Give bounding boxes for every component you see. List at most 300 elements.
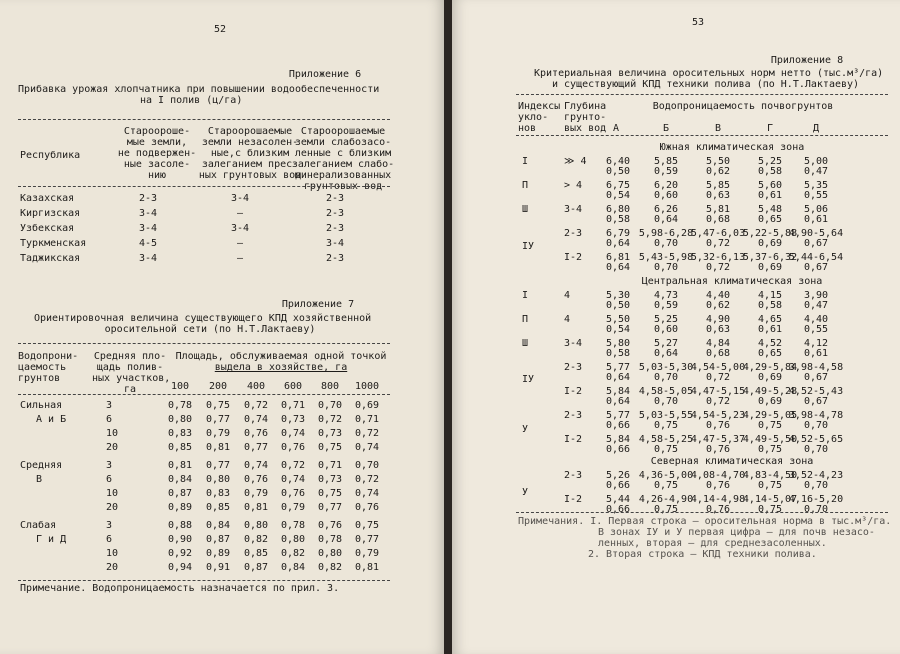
table-rule [516,512,888,513]
table-cell: 4-5 [138,238,158,249]
efficiency-value: 0,64 [653,214,679,225]
table-cell: 0,77 [205,414,231,425]
groundwater-depth: 3-4 [564,204,583,215]
irrigation-norm: 4,29-5,84 [742,362,798,373]
irrigation-norm: 6,40 [606,156,631,167]
irrigation-norm: 4,26-4,90 [638,494,694,505]
table-cell: 0,79 [354,548,380,559]
appendix-title: оросительной сети (по Н.Т.Лактаеву) [104,324,316,335]
groundwater-depth: 3-4 [564,338,583,349]
slope-index: У [522,487,529,498]
table-cell: 0,74 [354,442,380,453]
column-header: А [612,123,620,134]
table-cell: 0,77 [205,460,231,471]
table-cell: 0,71 [354,414,380,425]
irrigation-norm: 4,65 [757,314,783,325]
plot-size: 6 [106,534,113,545]
table-cell: 0,85 [205,502,231,513]
efficiency-value: 0,61 [757,324,783,335]
table-cell: – [236,208,244,219]
plot-size: 20 [106,442,119,453]
column-header: Б [662,123,670,134]
column-header: нию [147,170,167,181]
irrigation-norm: 5,85 [705,180,731,191]
table-cell: 0,82 [317,562,343,573]
appendix-title: Прибавка урожая хлопчатника при повышении водообеспеченности [18,84,380,95]
slope-index: Ш [522,338,529,349]
column-header: минерализованных [294,170,392,181]
table-cell: 2-3 [325,208,345,219]
irrigation-norm: 5,35 [803,180,829,191]
irrigation-norm: 5,77 [606,410,631,421]
slope-index: IУ [522,241,535,252]
groundwater-depth: 2-3 [564,410,583,421]
column-header: Средняя пло- [93,351,167,362]
table-cell: 0,75 [317,488,343,499]
column-header: Республика [20,150,81,161]
groundwater-depth: 4 [564,290,571,301]
table-cell: 0,76 [354,502,380,513]
irrigation-norm: 5,26 [606,470,631,481]
table-cell: – [236,253,244,264]
slope-index: I [522,290,529,301]
column-header: Водопрони- [18,351,79,362]
table-cell: 0,82 [243,534,269,545]
irrigation-norm: 6,75 [606,180,631,191]
efficiency-value: 0,64 [653,348,679,359]
groundwater-depth: 2-3 [564,362,583,373]
zone-title: Центральная климатическая зона [641,276,823,287]
table-cell: 0,73 [280,414,306,425]
column-header: ные,с близким [210,148,290,159]
column-header: грунтов [18,373,61,384]
efficiency-value: 0,66 [606,504,631,515]
permeability-class: Г и Д [36,534,67,545]
table-cell: 0,71 [280,400,306,411]
irrigation-norm: 4,08-4,70 [690,470,746,481]
slope-index: I [522,156,529,167]
irrigation-norm: 3,52-4,23 [788,470,844,481]
table-cell: 0,79 [243,488,269,499]
zone-title: Южная климатическая зона [659,142,805,153]
plot-size: 10 [106,488,119,499]
column-header: В [714,123,722,134]
irrigation-norm: 5,77 [606,362,631,373]
efficiency-value: 0,47 [803,300,829,311]
efficiency-value: 0,69 [757,372,783,383]
column-header: земли незасолен- [201,137,299,148]
republic-name: Таджикская [20,253,81,264]
appendix-heading: Приложение 8 [770,55,844,66]
column-header: Площадь, обслуживаемая одной точкой [175,351,387,362]
republic-name: Туркменская [20,238,87,249]
table-rule [516,135,888,136]
efficiency-value: 0,70 [803,480,829,491]
irrigation-norm: 5,30 [606,290,631,301]
efficiency-value: 0,68 [705,348,731,359]
table-rule [18,186,390,187]
column-header: Глубина [564,101,607,112]
table-cell: 0,74 [280,428,306,439]
irrigation-norm: 4,14-5,07 [742,494,798,505]
table-cell: 0,82 [280,548,306,559]
efficiency-value: 0,75 [653,504,679,515]
irrigation-norm: 5,37-6,32 [742,252,798,263]
column-header: Водопроницаемость почвогрунтов [652,101,834,112]
table-cell: 0,81 [243,502,269,513]
efficiency-value: 0,61 [803,214,829,225]
efficiency-value: 0,61 [757,190,783,201]
efficiency-value: 0,50 [606,166,631,177]
efficiency-value: 0,70 [803,444,829,455]
efficiency-value: 0,72 [705,262,731,273]
table-cell: 0,81 [167,460,193,471]
irrigation-norm: 4,49-5,28 [742,386,798,397]
efficiency-value: 0,70 [653,262,679,273]
table-note: Примечание. Водопроницаемость назначается по прил. 3. [20,583,340,594]
table-cell: 0,76 [280,488,306,499]
efficiency-value: 0,67 [803,238,829,249]
efficiency-value: 0,67 [803,372,829,383]
area-header: 100 [170,381,190,392]
irrigation-norm: 5,43-5,98 [638,252,694,263]
column-header: грунтовых вод [303,181,383,192]
table-cell: 0,83 [205,488,231,499]
efficiency-value: 0,70 [653,396,679,407]
efficiency-value: 0,61 [803,348,829,359]
efficiency-value: 0,75 [653,444,679,455]
table-cell: 0,89 [167,502,193,513]
irrigation-norm: 4,52 [757,338,783,349]
table-cell: 3-4 [230,223,250,234]
irrigation-norm: 5,00 [803,156,829,167]
table-cell: 3-4 [230,193,250,204]
irrigation-norm: 5,47-6,03 [690,228,746,239]
table-cell: 0,75 [205,400,231,411]
column-header: Д [812,123,820,134]
irrigation-norm: 6,20 [653,180,679,191]
irrigation-norm: 4,40 [803,314,829,325]
efficiency-value: 0,70 [653,372,679,383]
republic-name: Узбекская [20,223,75,234]
irrigation-norm: 5,85 [653,156,679,167]
table-cell: 0,78 [280,520,306,531]
table-cell: 0,73 [317,474,343,485]
table-cell: 0,80 [280,534,306,545]
irrigation-norm: 6,79 [606,228,631,239]
irrigation-norm: 5,84 [606,386,631,397]
efficiency-value: 0,76 [705,444,731,455]
area-header: 600 [283,381,303,392]
groundwater-depth: 2-3 [564,228,583,239]
efficiency-value: 0,58 [757,300,783,311]
irrigation-norm: 5,80 [606,338,631,349]
table-cell: – [236,238,244,249]
table-cell: 0,77 [317,502,343,513]
efficiency-value: 0,62 [705,166,731,177]
irrigation-norm: 4,14-4,98 [690,494,746,505]
appendix-title: Критериальная величина оросительных норм нетто (тыс.м³/га) [534,68,884,79]
permeability-group: Сильная [20,400,63,411]
groundwater-depth: ≫ 4 [564,156,587,167]
table-cell: 0,74 [280,474,306,485]
permeability-group: Средняя [20,460,63,471]
irrigation-norm: 5,32-6,13 [690,252,746,263]
permeability-class: А и Б [36,414,67,425]
slope-index: У [522,424,529,435]
area-header: 400 [246,381,266,392]
irrigation-norm: 4,47-5,15 [690,386,746,397]
irrigation-norm: 4,40 [705,290,731,301]
column-header: мые земли, [126,137,188,148]
irrigation-norm: 5,60 [757,180,783,191]
plot-size: 6 [106,474,113,485]
irrigation-norm: 4,49-5,50 [742,434,798,445]
efficiency-value: 0,66 [606,480,631,491]
table-cell: 0,77 [243,442,269,453]
column-header: ных грунтовых вод [198,170,302,181]
table-note: В зонах IУ и У первая цифра – для почв незасо- [598,527,875,538]
efficiency-value: 0,58 [606,214,631,225]
appendix-heading: Приложение 6 [288,69,362,80]
appendix-title: на I полив (ц/га) [140,95,243,106]
table-cell: 0,76 [317,520,343,531]
table-cell: 0,83 [167,428,193,439]
table-cell: 0,91 [205,562,231,573]
column-header: не подвержен- [117,148,197,159]
irrigation-norm: 4,58-5,25 [638,434,694,445]
efficiency-value: 0,75 [653,420,679,431]
irrigation-norm: 4,12 [803,338,829,349]
efficiency-value: 0,63 [705,190,731,201]
table-rule [18,343,390,344]
irrigation-norm: 4,15 [757,290,783,301]
column-header: залеганием прес- [201,159,299,170]
groundwater-depth: I-2 [564,434,583,445]
efficiency-value: 0,76 [705,480,731,491]
table-cell: 2-3 [325,223,345,234]
page-number: 53 [691,17,705,28]
efficiency-value: 0,59 [653,300,679,311]
irrigation-norm: 5,48 [757,204,783,215]
republic-name: Киргизская [20,208,81,219]
efficiency-value: 0,67 [803,396,829,407]
irrigation-norm: 4,29-5,05 [742,410,798,421]
table-cell: 0,89 [205,548,231,559]
table-cell: 2-3 [325,193,345,204]
irrigation-norm: 3,98-4,78 [788,410,844,421]
column-header: га [123,384,137,395]
table-cell: 0,72 [317,414,343,425]
republic-name: Казахская [20,193,75,204]
plot-size: 6 [106,414,113,425]
slope-index: П [522,180,529,191]
table-cell: 0,72 [354,474,380,485]
table-rule [18,394,390,395]
table-rule [516,94,888,95]
efficiency-value: 0,75 [757,444,783,455]
efficiency-value: 0,64 [606,238,631,249]
column-header: щадь полив- [96,362,164,373]
efficiency-value: 0,75 [653,480,679,491]
groundwater-depth: > 4 [564,180,583,191]
column-header: нов [518,123,537,134]
table-cell: 0,90 [167,534,193,545]
table-rule [18,119,390,120]
irrigation-norm: 5,50 [606,314,631,325]
right-page [452,0,900,654]
efficiency-value: 0,72 [705,238,731,249]
efficiency-value: 0,75 [757,504,783,515]
column-header: цаемость [18,362,67,373]
efficiency-value: 0,55 [803,324,829,335]
irrigation-norm: 5,44 [606,494,631,505]
efficiency-value: 0,69 [757,238,783,249]
table-cell: 0,72 [243,400,269,411]
irrigation-norm: 4,16-5,20 [788,494,844,505]
table-cell: 0,88 [167,520,193,531]
efficiency-value: 0,69 [757,262,783,273]
irrigation-norm: 5,06 [803,204,829,215]
irrigation-norm: 4,58-5,05 [638,386,694,397]
irrigation-norm: 5,03-5,55 [638,410,694,421]
irrigation-norm: 5,27 [653,338,679,349]
table-cell: 0,73 [317,428,343,439]
table-note: 2. Вторая строка – КПД техники полива. [588,549,817,560]
irrigation-norm: 5,84 [606,434,631,445]
appendix-title: и существующий КПД техники полива (по Н.Т.Лактаеву) [552,79,860,90]
column-header: ных участков, [92,373,171,384]
table-cell: 0,71 [317,460,343,471]
permeability-group: Слабая [20,520,57,531]
column-header: Г [766,123,774,134]
efficiency-value: 0,66 [606,444,631,455]
efficiency-value: 0,64 [606,372,631,383]
table-cell: 3-4 [138,223,158,234]
irrigation-norm: 4,73 [653,290,679,301]
table-cell: 0,87 [243,562,269,573]
table-cell: 0,84 [280,562,306,573]
area-header: 1000 [354,381,380,392]
table-cell: 0,72 [280,460,306,471]
irrigation-norm: 4,54-5,00 [690,362,746,373]
irrigation-norm: 6,26 [653,204,679,215]
efficiency-value: 0,66 [606,420,631,431]
irrigation-norm: 4,84 [705,338,731,349]
table-cell: 2-3 [138,193,158,204]
table-cell: 0,85 [167,442,193,453]
column-header: укло- [518,112,549,123]
table-cell: 0,80 [243,520,269,531]
plot-size: 3 [106,460,113,471]
irrigation-norm: 5,44-6,54 [788,252,844,263]
table-cell: 0,76 [243,428,269,439]
efficiency-value: 0,58 [757,166,783,177]
table-note: ленных, вторая – для среднезасоленных. [598,538,827,549]
efficiency-value: 0,69 [757,396,783,407]
table-rule [18,580,390,581]
efficiency-value: 0,59 [653,166,679,177]
plot-size: 10 [106,548,119,559]
efficiency-value: 0,76 [705,504,731,515]
appendix-heading: Приложение 7 [281,299,355,310]
slope-index: П [522,314,529,325]
column-header: ленные с близким [294,148,392,159]
efficiency-value: 0,70 [803,420,829,431]
table-cell: 0,85 [243,548,269,559]
efficiency-value: 0,64 [606,396,631,407]
plot-size: 3 [106,520,113,531]
efficiency-value: 0,65 [757,348,783,359]
irrigation-norm: 5,03-5,30 [638,362,694,373]
permeability-class: В [36,474,43,485]
left-page [0,0,444,654]
irrigation-norm: 3,90 [803,290,829,301]
appendix-title: Ориентировочная величина существующего КПД хозяйственной [34,313,372,324]
book-gutter [444,0,452,654]
table-cell: 0,84 [205,520,231,531]
column-header: вых вод [564,123,607,134]
table-cell: 3-4 [138,208,158,219]
table-cell: 0,79 [205,428,231,439]
column-header: Староорошаемые [300,126,386,137]
table-cell: 0,84 [167,474,193,485]
table-cell: 0,81 [205,442,231,453]
irrigation-norm: 4,36-5,00 [638,470,694,481]
irrigation-norm: 6,80 [606,204,631,215]
table-cell: 0,74 [243,414,269,425]
efficiency-value: 0,70 [803,504,829,515]
efficiency-value: 0,55 [803,190,829,201]
column-header: земли слабозасо- [294,137,392,148]
irrigation-norm: 3,98-4,58 [788,362,844,373]
efficiency-value: 0,54 [606,324,631,335]
table-cell: 0,80 [205,474,231,485]
efficiency-value: 0,60 [653,190,679,201]
irrigation-norm: 4,83-4,50 [742,470,798,481]
efficiency-value: 0,47 [803,166,829,177]
table-cell: 0,70 [354,460,380,471]
irrigation-norm: 5,81 [705,204,731,215]
table-cell: 0,77 [354,534,380,545]
irrigation-norm: 5,25 [757,156,783,167]
column-header: выдела в хозяйстве, га [214,362,348,373]
table-cell: 0,76 [243,474,269,485]
zone-title: Северная климатическая зона [650,456,814,467]
table-note: Примечания. I. Первая строка – оросительная норма в тыс.м³/га. [518,516,892,527]
table-cell: 0,70 [317,400,343,411]
efficiency-value: 0,65 [757,214,783,225]
column-header: ные засоле- [123,159,191,170]
efficiency-value: 0,63 [705,324,731,335]
table-cell: 0,72 [354,428,380,439]
table-cell: 0,75 [317,442,343,453]
efficiency-value: 0,64 [606,262,631,273]
page-number: 52 [213,24,227,35]
plot-size: 20 [106,502,119,513]
efficiency-value: 0,62 [705,300,731,311]
efficiency-value: 0,50 [606,300,631,311]
table-cell: 0,79 [280,502,306,513]
table-cell: 0,87 [167,488,193,499]
irrigation-norm: 5,50 [705,156,731,167]
efficiency-value: 0,70 [653,238,679,249]
plot-size: 3 [106,400,113,411]
groundwater-depth: 2-3 [564,470,583,481]
table-cell: 0,80 [317,548,343,559]
efficiency-value: 0,58 [606,348,631,359]
irrigation-norm: 4,47-5,37 [690,434,746,445]
